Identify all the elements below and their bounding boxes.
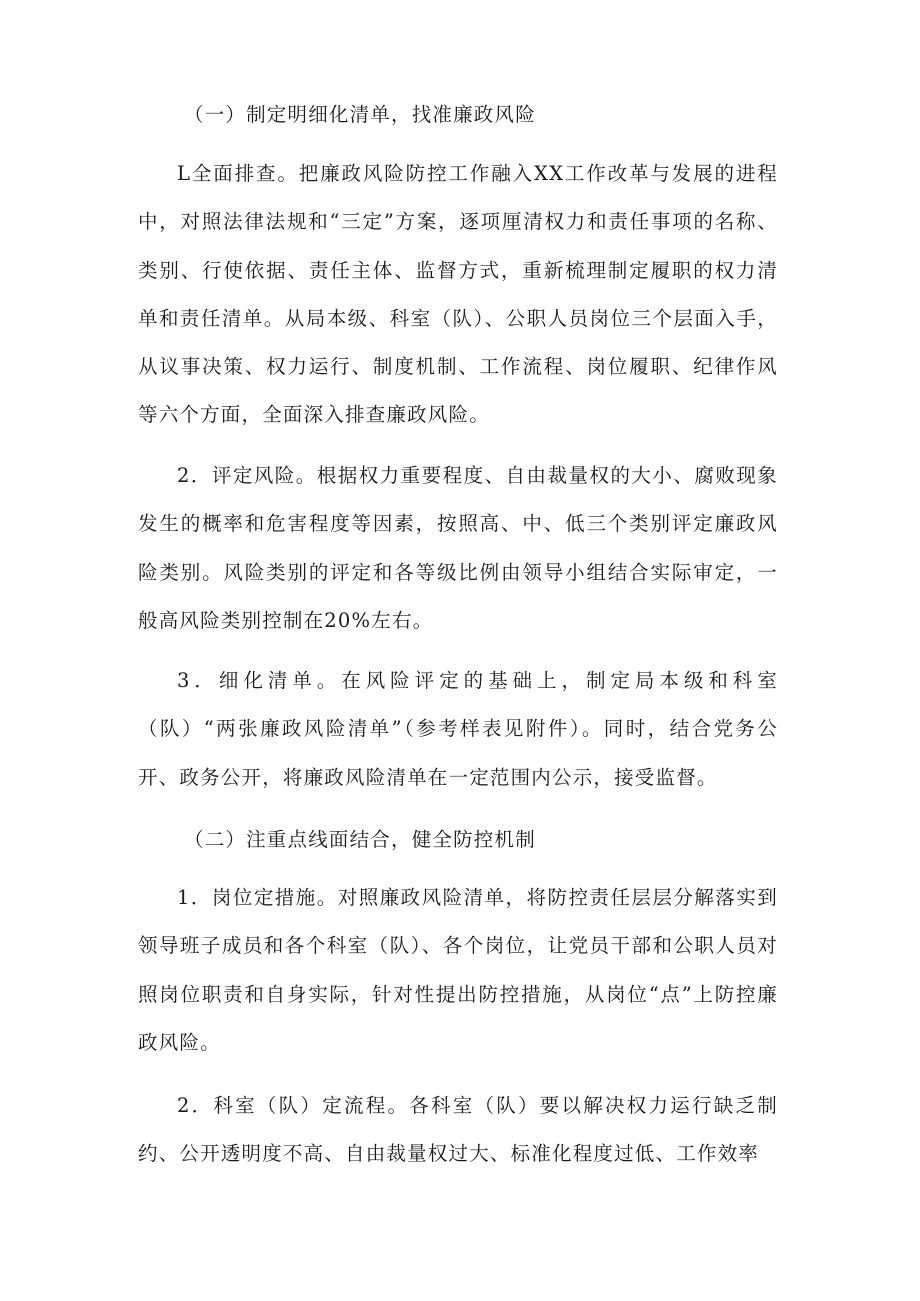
paragraph-section-process: 2．科室（队）定流程。各科室（队）要以解决权力运行缺乏制约、公开透明度不高、自由裁量权过大、标准化程度过低、工作效率 <box>138 1094 778 1166</box>
section-heading-2: （二）注重点线面结合，健全防控机制 <box>184 828 536 851</box>
paragraph-post-measures: 1．岗位定措施。对照廉政风险清单，将防控责任层层分解落实到领导班子成员和各个科室（队）、各个岗位，让党员干部和公职人员对照岗位职责和自身实际，针对性提出防控措施，从岗位“点”上防控廉政风险。 <box>138 886 778 1054</box>
paragraph-comprehensive-check: L全面排查。把廉政风险防控工作融入XX工作改革与发展的进程中，对照法律法规和“三定”方案，逐项厘清权力和责任事项的名称、类别、行使依据、责任主体、监督方式，重新梳理制定履职的权力清单和责任清单。从局本级、科室（队）、公职人员岗位三个层面入手，从议事决策、权力运行、制度机制、工作流程、岗位履职、纪律作风等六个方面，全面深入排查廉政风险。 <box>138 162 778 427</box>
paragraph-refine-list: 3．细化清单。在风险评定的基础上，制定局本级和科室（队）“两张廉政风险清单”（参考样表见附件）。同时，结合党务公开、政务公开，将廉政风险清单在一定范围内公示，接受监督。 <box>138 669 778 789</box>
paragraph-assess-risk: 2．评定风险。根据权力重要程度、自由裁量权的大小、腐败现象发生的概率和危害程度等因素，按照高、中、低三个类别评定廉政风险类别。风险类别的评定和各等级比例由领导小组结合实际审定，一般高风险类别控制在20%左右。 <box>138 464 778 632</box>
section-heading-1: （一）制定明细化清单，找准廉政风险 <box>184 103 536 126</box>
